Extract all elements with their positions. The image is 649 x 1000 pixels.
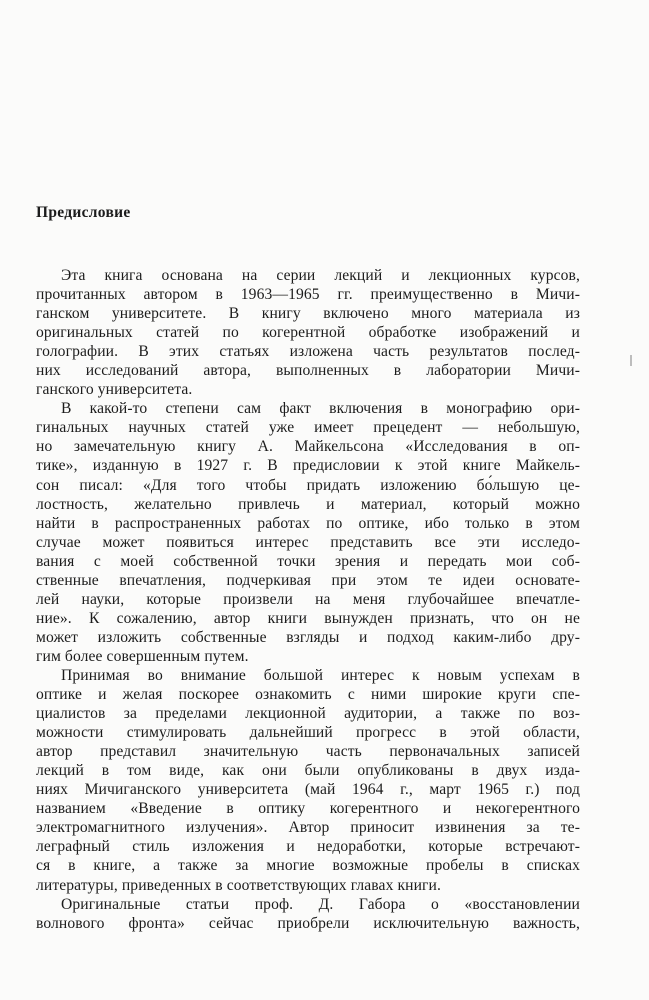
text-line: них исследований автора, выполненных в лаборатории Мичи- (36, 362, 580, 380)
text-line: леграфный стиль изложения и недоработки, которые встречают- (36, 838, 580, 856)
text-line: вания с моей собственной точки зрения и передать мои соб- (36, 552, 580, 570)
text-line: тике», изданную в 1927 г. В предисловии к этой книге Майкель- (36, 457, 580, 475)
text-line: оптике и желая поскорее ознакомить с ними широкие круги спе- (36, 686, 580, 704)
text-line: гинальных научных статей уже имеет прецедент — небольшую, (36, 419, 580, 437)
text-line: Принимая во внимание большой интерес к новым успехам в (61, 666, 580, 684)
text-line: оригинальных статей по когерентной обработке изображений и (36, 324, 580, 342)
text-line: литературы, приведенных в соответствующих главах книги. (36, 876, 441, 894)
paragraph-4 (36, 895, 580, 933)
text-line: ся в книге, а также за многие возможные пробелы в списках (36, 857, 580, 875)
text-line: может изложить собственные взгляды и подход каким-либо дру- (36, 628, 580, 646)
paragraph-2 (36, 399, 580, 666)
text-line: названием «Введение в оптику когерентного и некогерентного (36, 800, 580, 818)
text-line: Оригинальные статьи проф. Д. Габора о «восстановлении (61, 895, 580, 913)
text-line: ственные впечатления, подчеркивая при этом те идеи основате- (36, 571, 580, 589)
text-line: найти в распространенных работах по оптике, ибо только в этом (36, 514, 580, 532)
page-title: Предисловие (36, 204, 131, 221)
paragraph-3 (36, 666, 580, 895)
text-line: автор представил значительную часть первоначальных записей (36, 743, 580, 761)
text-line: голографии. В этих статьях изложена часть результатов послед- (36, 343, 580, 361)
text-line: циалистов за пределами лекционной аудитории, а также по воз- (36, 705, 580, 723)
text-line: лей науки, которые произвели на меня глубочайшее впечатле- (36, 590, 580, 608)
text-line: ганского университета. (36, 381, 193, 399)
text-line: но замечательную книгу А. Майкельсона «Исследования в оп- (36, 438, 580, 456)
paragraph-1 (36, 266, 580, 399)
text-line: можности стимулировать дальнейший прогресс в этой области, (36, 724, 580, 742)
text-line: ганском университете. В книгу включено много материала из (36, 305, 580, 323)
text-line: Эта книга основана на серии лекций и лекционных курсов, (61, 267, 580, 284)
text-line: волнового фронта» сейчас приобрели исключительную важность, (36, 914, 580, 932)
text-line: прочитанных автором в 1963—1965 гг. преимущественно в Мичи- (36, 286, 580, 304)
text-line: лостность, желательно привлечь и материал, который можно (36, 495, 580, 513)
text-line: электромагнитного излучения». Автор приносит извинения за те- (36, 819, 580, 837)
text-line: В какой-то степени сам факт включения в монографию ори- (61, 400, 580, 418)
text-line: ние». К сожалению, автор книги вынужден признать, что он не (36, 609, 580, 627)
text-line: случае может появиться интерес представить все эти исследо- (36, 533, 580, 551)
text-line: ниях Мичиганского университета (май 1964 г., март 1965 г.) под (36, 781, 580, 799)
body-text (36, 266, 580, 933)
text-line: гим более совершенным путем. (36, 647, 249, 665)
text-line: сон писал: «Для того чтобы придать изложению бо́льшую це- (36, 476, 580, 494)
text-line: лекций в том виде, как они были опубликованы в двух изда- (36, 762, 580, 780)
margin-mark (630, 355, 632, 366)
